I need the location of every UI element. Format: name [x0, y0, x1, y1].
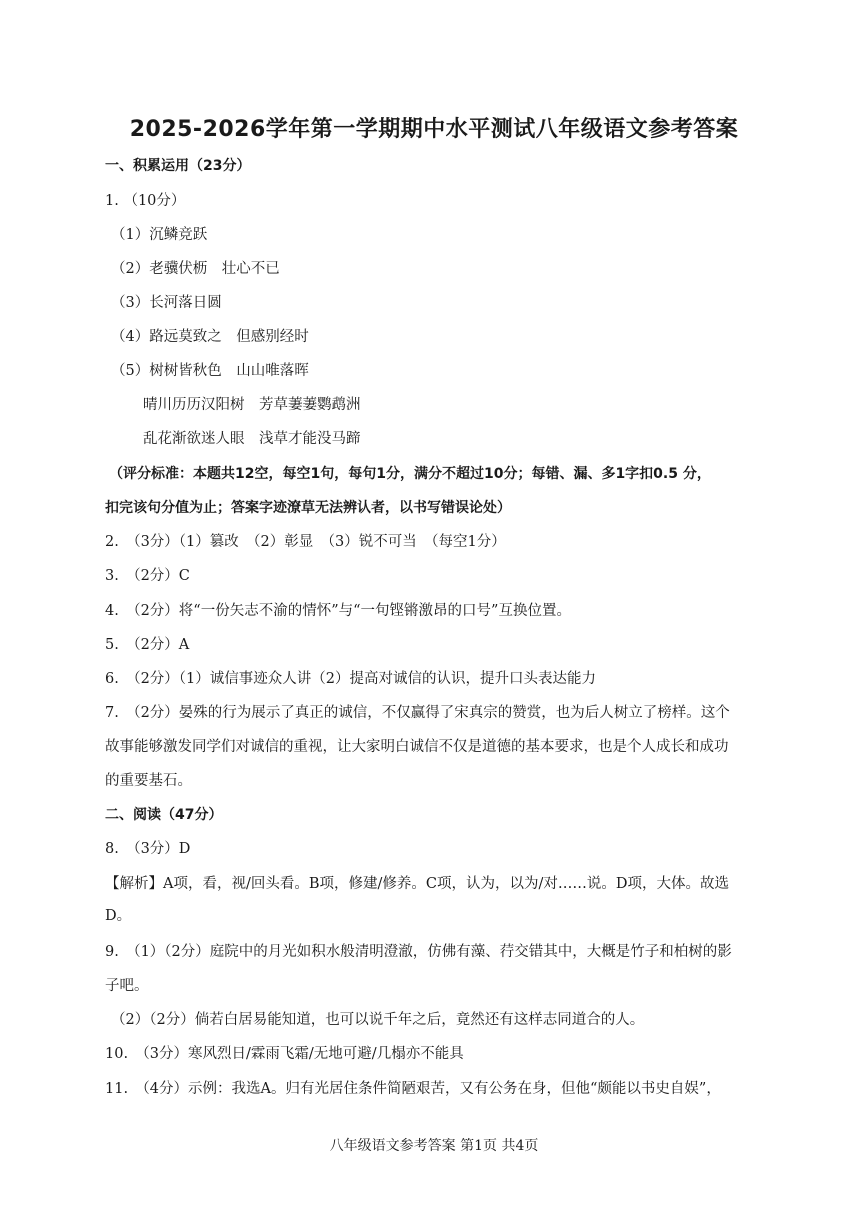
answer-line: 4. （2分）将“一份矢志不渝的情怀”与“一句铿锵激昂的口号”互换位置。	[105, 603, 571, 619]
answer-line: （1）沉鳞竞跃	[111, 227, 208, 243]
answer-line: 3. （2分）C	[105, 568, 190, 584]
answer-line: 2. （3分）（1）篡改 （2）彰显 （3）锐不可当 （每空1分）	[105, 534, 506, 550]
section-heading: 一、积累运用（23分）	[105, 158, 251, 174]
answer-line: 【解析】A项，看，视/回头看。B项，修建/修养。C项，认为，以为/对……说。D项，大体。故选	[105, 876, 729, 892]
answer-line: 11. （4分）示例：我选A。归有光居住条件简陋艰苦，又有公务在身，但他“颇能以书史自娱”，	[105, 1081, 721, 1097]
answer-line: 故事能够激发同学们对诚信的重视，让大家明白诚信不仅是道德的基本要求，也是个人成长和成功	[105, 739, 729, 755]
answer-line: D。	[105, 908, 132, 924]
answer-line: 10. （3分）寒风烈日/霖雨飞霜/无地可避/几榻亦不能具	[105, 1046, 464, 1062]
answer-line: 子吧。	[105, 978, 149, 994]
section-heading: 二、阅读（47分）	[105, 807, 223, 823]
answer-line: 8. （3分）D	[105, 841, 191, 857]
answer-line: （2）（2分）倘若白居易能知道，也可以说千年之后，竟然还有这样志同道合的人。	[111, 1012, 645, 1028]
answer-line: 的重要基石。	[105, 773, 192, 789]
answer-line: （5）树树皆秋色 山山唯落晖	[111, 363, 309, 379]
answer-line: 扣完该句分值为止；答案字迹潦草无法辨认者，以书写错误论处）	[105, 500, 511, 516]
answer-line: 晴川历历汉阳树 芳草萋萋鹦鹉洲	[143, 397, 361, 413]
page-title: 2025-2026学年第一学期期中水平测试八年级语文参考答案	[129, 117, 739, 142]
answer-line: 9. （1）（2分）庭院中的月光如积水般清明澄澈，仿佛有藻、荇交错其中，大概是竹子和柏树的影	[105, 944, 732, 960]
answer-line: 6. （2分）（1）诚信事迹众人讲（2）提高对诚信的认识，提升口头表达能力	[105, 671, 597, 687]
answer-line: 乱花渐欲迷人眼 浅草才能没马蹄	[143, 431, 361, 447]
answer-line: 5. （2分）A	[105, 637, 190, 653]
answer-line: 7. （2分）晏殊的行为展示了真正的诚信，不仅赢得了宋真宗的赞赏，也为后人树立了榜样。这个	[105, 705, 730, 721]
answer-line: （评分标准：本题共12空，每空1句，每句1分，满分不超过10分；每错、漏、多1字扣0.5 分，	[109, 466, 711, 482]
answer-line: （4）路远莫致之 但感别经时	[111, 329, 309, 345]
answer-line: （2）老骥伏枥 壮心不已	[111, 261, 280, 277]
answer-line: （3）长河落日圆	[111, 295, 222, 311]
answer-line: 1. （10分）	[105, 193, 186, 209]
page-footer: 八年级语文参考答案 第1页 共4页	[329, 1138, 539, 1154]
